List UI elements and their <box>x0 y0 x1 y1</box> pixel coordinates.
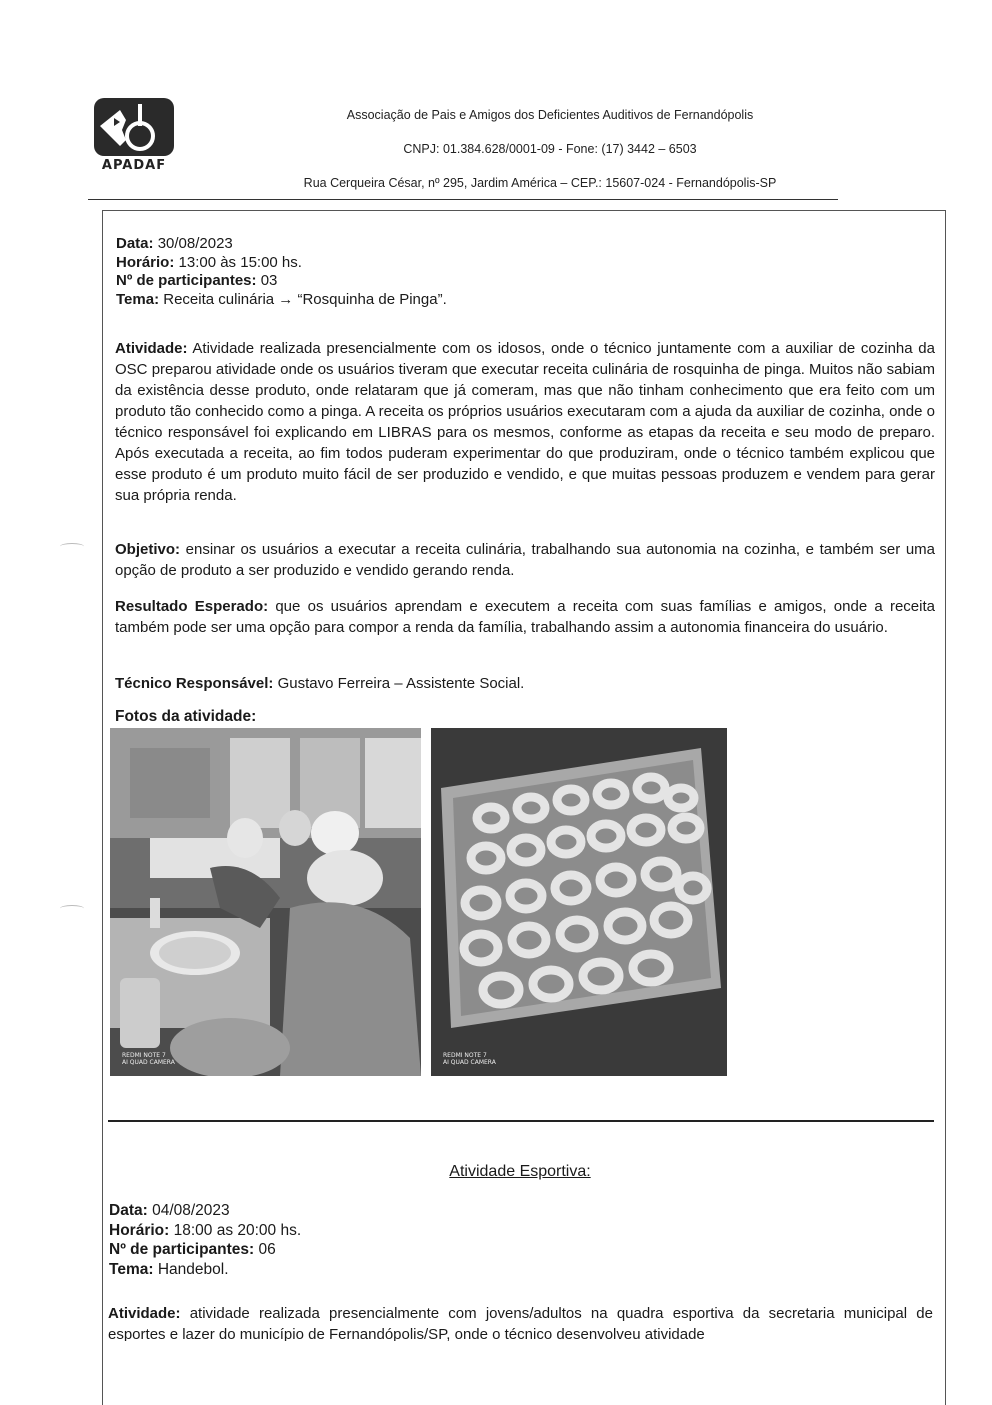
photo-watermark <box>443 1052 496 1066</box>
apadaf-logo-icon <box>92 96 176 158</box>
section-title-sports: Atividade Esportiva: <box>449 1163 591 1180</box>
objective-text: ensinar os usuários a executar a receita culinária, trabalhando sua autonomia na cozinha, e também ser uma opção de produto a ser produzido e vendido gerando renda. <box>115 541 936 579</box>
technician-label: Técnico Responsável: <box>115 675 274 692</box>
objective-label: Objetivo: <box>115 541 181 558</box>
org-cnpj-phone: CNPJ: 01.384.628/0001-09 - Fone: (17) 3442 – 6503 <box>403 142 697 156</box>
theme-label: Tema: <box>116 290 160 308</box>
theme-value: Receita culinária → “Rosquinha de Pinga”. <box>163 290 447 308</box>
time-row <box>116 254 936 273</box>
org-address: Rua Cerqueira César, nº 295, Jardim América – CEP.: 15607-024 - Fernandópolis-SP <box>303 176 777 190</box>
time-label: Horário: <box>109 1221 170 1239</box>
org-logo <box>88 96 180 178</box>
activity2-text: atividade realizada presencialmente com jovens/adultos na quadra esportiva da secretaria municipal de esportes e lazer do município de Fernandópolis/SP, onde o técnico desenvolveu atividade <box>108 1305 933 1341</box>
date-value: 04/08/2023 <box>152 1202 230 1219</box>
org-name: Associação de Pais e Amigos dos Deficientes Auditivos de Fernandópolis <box>346 108 754 122</box>
activity2-label: Atividade: <box>108 1305 181 1322</box>
photos-heading: Fotos da atividade: <box>115 708 257 725</box>
participants-label: Nº de participantes: <box>109 1241 255 1258</box>
objective-paragraph <box>115 539 935 581</box>
watermark-line: REDMI NOTE 7 <box>122 1052 166 1059</box>
activity1-meta <box>116 235 936 309</box>
expected-result-text: que os usuários aprendam e executem a receita com suas famílias e amigos, onde a receita também pode ser uma opção para compor a renda da família, trabalhando assim a autonomia financeira do usuário. <box>115 598 935 636</box>
activity-text: Atividade realizada presencialmente com os idosos, onde o técnico juntamente com a auxiliar de cozinha da OSC preparou atividade onde os usuários tiveram que executar receita culinária de rosquinha de pinga. Muitos não sabiam da existência desse produto, onde relataram que já comeram, mas que não tinham conhecimento que era feito com um produto tão conhecido como a pinga. A receita os próprios usuários executaram com a ajuda da auxiliar de cozinha, onde o técnico responsável foi explicando em LIBRAS para os mesmos, conforme as etapas da receita e seu modo de preparo. Após executada a receita, ao fim todos puderam experimentar do que produziram, onde o técnico também explicou que esse produto é um produto muito fácil de ser produzido e vendido, e que muitas pessoas produzem e vendem para gerar sua própria renda. <box>115 340 935 504</box>
kitchen-photo-image <box>110 728 421 1076</box>
time-label: Horário: <box>116 253 175 271</box>
watermark-line: REDMI NOTE 7 <box>443 1052 487 1059</box>
date-row <box>109 1201 929 1221</box>
date-value: 30/08/2023 <box>157 235 233 252</box>
photo-watermark <box>122 1052 175 1066</box>
technician-value: Gustavo Ferreira – Assistente Social. <box>277 675 525 692</box>
participants-row <box>116 272 936 291</box>
activity-paragraph <box>115 338 935 506</box>
theme-row <box>116 291 936 310</box>
section-divider <box>108 1120 934 1122</box>
time-value: 13:00 às 15:00 hs. <box>178 253 302 271</box>
logo-wordmark: APADAF <box>101 158 167 173</box>
technician-paragraph <box>115 673 935 694</box>
activity2-paragraph <box>108 1303 933 1341</box>
date-label: Data: <box>116 235 154 252</box>
header-divider <box>88 199 838 200</box>
activity2-meta <box>109 1201 929 1279</box>
watermark-line: AI QUAD CAMERA <box>443 1059 496 1066</box>
participants-label: Nº de participantes: <box>116 272 257 289</box>
time-value: 18:00 as 20:00 hs. <box>173 1221 302 1239</box>
date-label: Data: <box>109 1202 148 1219</box>
activity-photo-kitchen <box>110 728 421 1076</box>
expected-result-paragraph <box>115 596 935 638</box>
watermark-line: AI QUAD CAMERA <box>122 1059 175 1066</box>
time-row <box>109 1221 929 1241</box>
rosquinhas-photo-image <box>431 728 727 1076</box>
activity-label: Atividade: <box>115 340 188 357</box>
scan-artifact <box>60 905 84 912</box>
scan-artifact <box>60 543 84 550</box>
participants-row <box>109 1240 929 1260</box>
participants-value: 03 <box>260 272 278 289</box>
theme-row <box>109 1260 929 1280</box>
date-row <box>116 235 936 254</box>
theme-value: Handebol. <box>157 1260 229 1278</box>
participants-value: 06 <box>258 1241 276 1258</box>
activity-photo-rosquinhas <box>431 728 727 1076</box>
expected-result-label: Resultado Esperado: <box>115 598 269 615</box>
theme-label: Tema: <box>109 1260 154 1278</box>
